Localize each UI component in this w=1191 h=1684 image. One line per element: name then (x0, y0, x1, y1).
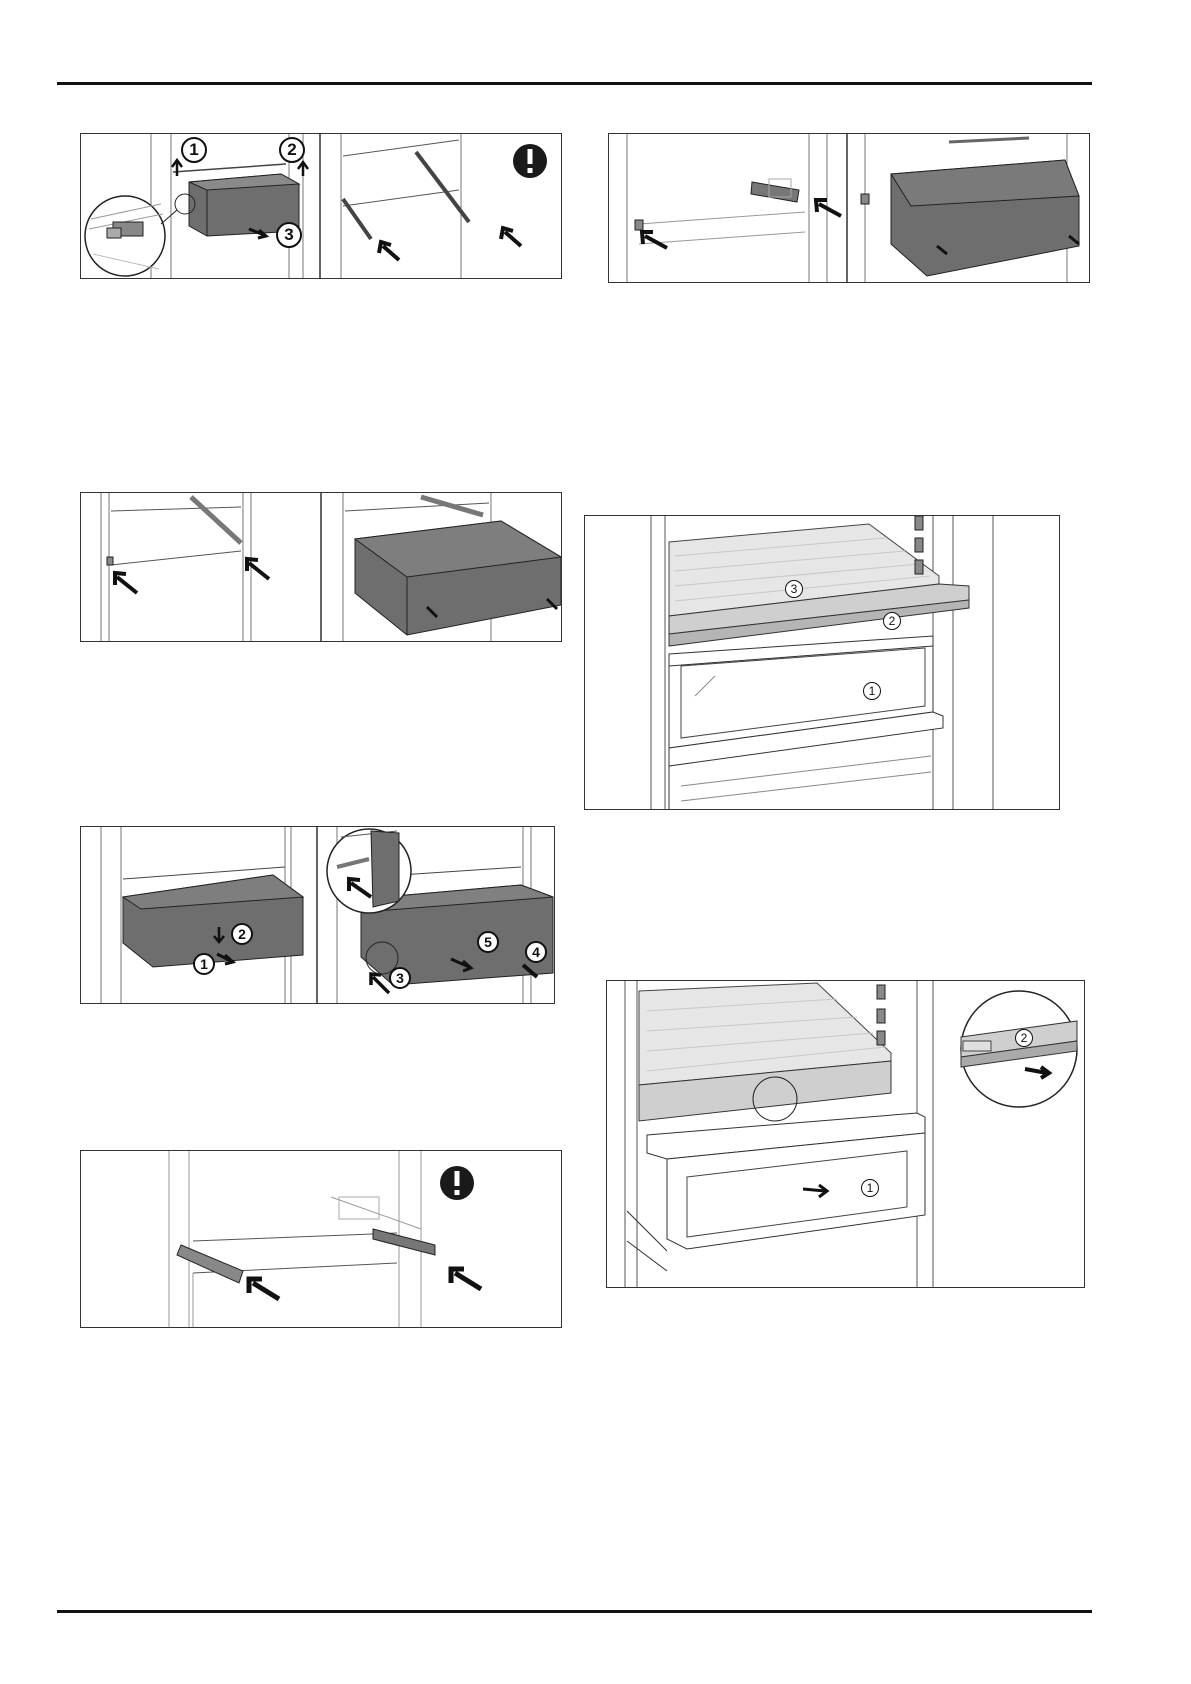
callout-2: 2 (883, 612, 901, 630)
callout-3: 3 (389, 967, 411, 989)
shelf-remove-illustration (607, 981, 1084, 1287)
header-rule (57, 82, 1092, 85)
callout-2: 2 (1015, 1029, 1033, 1047)
callout-1: 1 (861, 1179, 879, 1197)
rails-extended-illustration (81, 1151, 561, 1327)
figure-shelf-remove (606, 980, 1085, 1288)
rails-insert-drawer-illustration (81, 493, 561, 641)
figure-rail-drawer-push (608, 133, 1090, 283)
callout-2: 2 (279, 137, 305, 163)
callout-4: 4 (525, 941, 547, 963)
drawer-remove-illustration (81, 134, 561, 278)
callout-5: 5 (477, 931, 499, 953)
figure-rails-extended (80, 1150, 562, 1328)
callout-1: 1 (193, 953, 215, 975)
shelf-parts-illustration (585, 516, 1059, 809)
figure-drawer-reinstall (80, 826, 555, 1004)
figure-rails-insert-drawer (80, 492, 562, 642)
figure-shelf-parts (584, 515, 1060, 810)
figure-drawer-remove (80, 133, 562, 279)
rail-drawer-push-illustration (609, 134, 1089, 282)
footer-rule (57, 1610, 1092, 1613)
callout-1: 1 (863, 682, 881, 700)
callout-2: 2 (231, 923, 253, 945)
callout-1: 1 (181, 137, 207, 163)
drawer-reinstall-illustration (81, 827, 554, 1003)
callout-3: 3 (276, 222, 302, 248)
callout-3: 3 (785, 580, 803, 598)
